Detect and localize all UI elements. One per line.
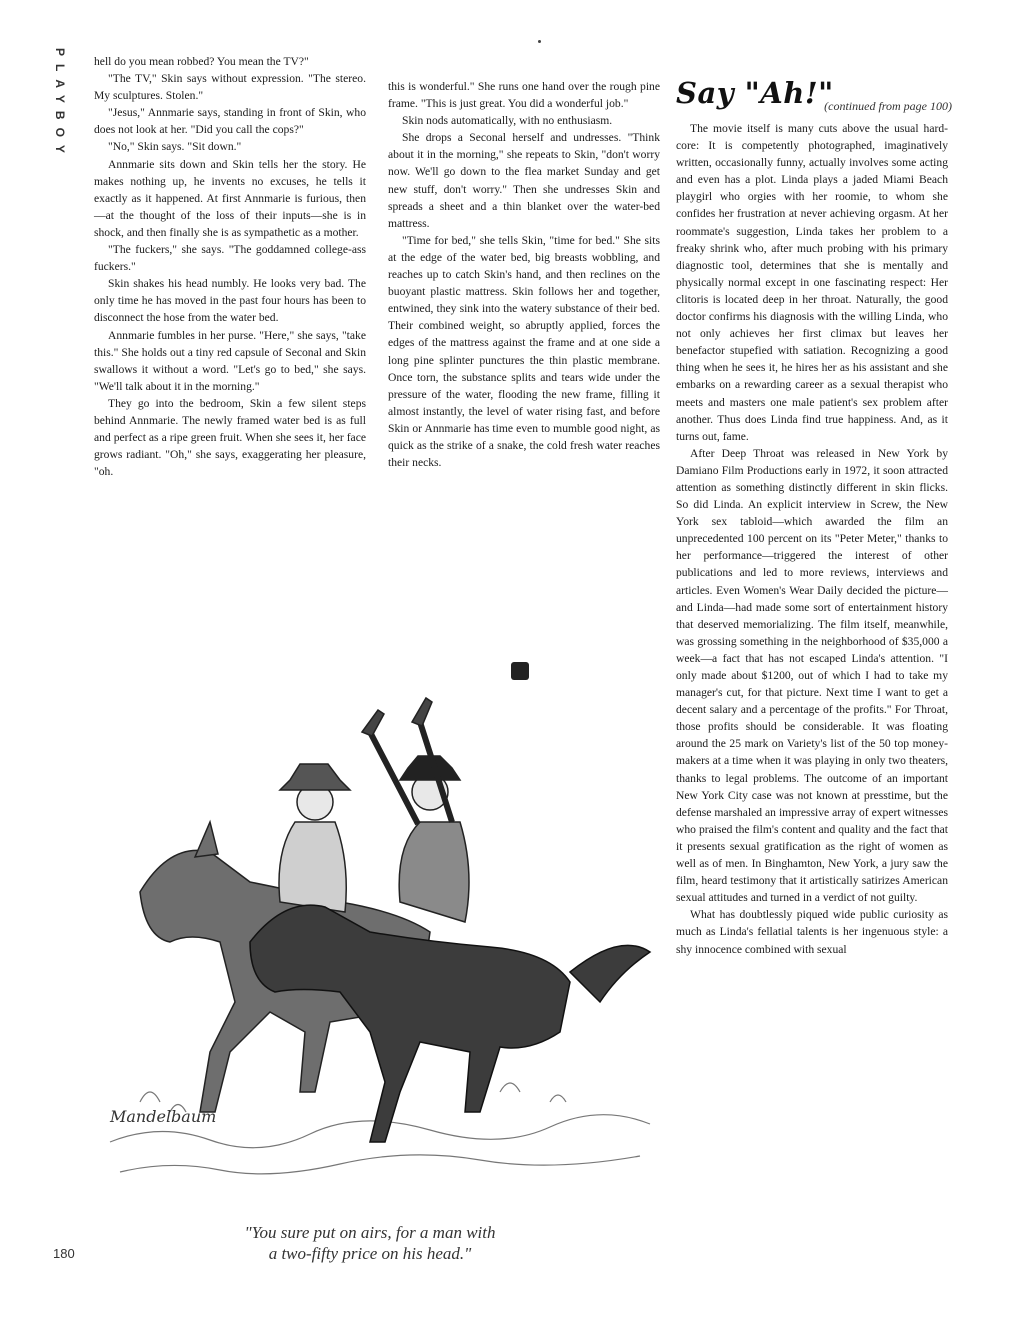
paragraph: Skin nods automatically, with no enthusiasm. [402,114,613,128]
paragraph: this is wonderful." She runs one hand over the rough pine frame. "This is just great. You did a wonderful job." [388,80,660,111]
paragraph: Annmarie sits down and Skin tells her the story. He makes nothing up, he invents no excuses, he tells it exactly as it happened. At first Annmarie is furious, then—at the thought of the loss of their inputs—she is in shock, and then finally she is as sympathetic as a mother. [94,157,366,239]
paragraph: After Deep Throat was released in New York by Damiano Film Productions early in 1972, it soon attracted attention as something distinctly different in skin flicks. So did Linda. An explicit interview in Screw, the New York sex tabloid—which awarded the film an unprecedented 100 percent on its "Peter Meter," thanks to her performance—triggered the interest of other publications and led to more reviews, interviews and articles. Even Women's Wear Daily decided the picture—and Linda—had made some sort of entertainment history that deserved memorializing. The film itself, meanwhile, was grossing something in the neighborhood of $35,000 a week—a fact that has not escaped Linda's attention. "I only made about $1200, out of which I had to take my manager's cut, for that picture. Next time I want to get a decent salary and a percentage of the profits." For Throat, those profits should be considerable. It was floating around the 25 mark on Variety's list of the 50 top money-makers at a time when it was playing in only two theaters, thanks to legal problems. The outcome of an important New York City case was not known at presstime, but the defense marshaled an impressive array of expert witnesses who praised the film's content and quality and the fact that it presents sexual gratification as the right of women as well as of men. In Binghamton, New York, a jury saw the film, heard testimony that it artistically satirizes American sexual attitudes and turned in a verdict of not guilty. [676,446,948,905]
paragraph: hell do you mean robbed? You mean the TV?" [94,55,309,68]
paragraph: "Jesus," Annmarie says, standing in front of Skin, who does not look at her. "Did you call the cops?" [94,106,366,137]
page-number: 180 [53,1246,75,1261]
paragraph: Annmarie fumbles in her purse. "Here," she says, "take this." She holds out a tiny red capsule of Seconal and Skin swallows it without a word. "Let's go to bed," she says. "We'll talk about it in the morning." [94,328,366,393]
cartoonist-signature: Mandelbaum [110,1107,217,1126]
paragraph: "The fuckers," she says. "The goddamned college-ass fuckers." [94,243,366,274]
paragraph: "The TV," Skin says without expression. "The stereo. My sculptures. Stolen." [94,72,366,103]
article-column [676,120,948,958]
cartoon-caption [170,1222,570,1264]
left-rider [279,764,350,912]
paragraph: Skin shakes his head numbly. He looks very bad. The only time he has moved in the past four hours has been to disconnect the hose from the water bed. [94,277,366,325]
story-column-2 [388,78,660,471]
paragraph: They go into the bedroom, Skin a few silent steps behind Annmarie. The newly framed water bed is as full and perfect as a ripe green fruit. When she sees it, her face grows radiant. "Oh," she says, exaggerating her pleasure, "oh. [94,396,366,479]
paragraph: "Time for bed," she tells Skin, "time for bed." She sits at the edge of the water bed, big breasts wobbling, and reaches up to catch Skin's hand, and then reclines on the buoyant plastic mattress. Skin follows her and together, entwined, they sink into the watery substance of their bed. Their combined weight, so abruptly applied, forces the edges of the mattress against the frame and at one side a long pine splinter punctures the thin plastic membrane. Once torn, the substance splits and tears wide under the pressure of the water, flooding the new frame, filling it almost instantly, the level of water rising fast, and before Skin or Annmarie has time even to mumble good night, as quick as the strike of a snake, the cold fresh water reaches their necks. [388,233,660,470]
paragraph: What has doubtlessly piqued wide public curiosity as much as Linda's fellatial talents is her ingenuous style: a shy innocence combined with sexual [676,908,948,956]
continued-note: (continued from page 100) [824,99,952,113]
article-heading: Say "Ah!" [676,76,834,110]
cartoon-caption-line-2: a two-fifty price on his head." [268,1244,472,1263]
magazine-name-vertical: PLAYBOY [53,48,67,161]
story-column-1 [94,53,366,480]
right-rider [362,698,469,922]
cartoon-caption-line-1: "You sure put on airs, for a man with [244,1223,496,1242]
paragraph: "No," Skin says. "Sit down." [108,140,242,154]
page-ornament-dot [538,40,541,43]
cartoon-illustration [100,672,660,1212]
paragraph: She drops a Seconal herself and undresses. "Think about it in the morning," she repeats to Skin, "don't worry now. We'll go down to the flea market Sunday and get new stuff, don't worry." Then she undresses Skin and spreads a sheet and a thin blanket over the water-bed mattress. [388,131,660,230]
paragraph: The movie itself is many cuts above the usual hard-core: It is competently photographed, imaginatively written, occasionally funny, actually involves some acting and even has a plot. Linda plays a jaded Miami Beach playgirl who orgies with her roomie, to whom she confides her frustration at never achieving orgasm. At her roommate's suggestion, Linda takes her problem to a freaky shrink who, after much probing with his primary diagnostic tool, determines that she is mentally and physically normal except in one fascinating respect: Her clitoris is located deep in her throat. Naturally, the good doctor confirms his diagnosis with the willing Linda, who not only achieves her first climax but leaves her benefactor stupefied with satiation. Recognizing a good thing when he sees it, he hires her as his assistant and she embarks on a rewarding career as a sexual therapist who meets and masters one male patient's sex problem after another. Thus does Linda find true happiness. And, as it turns out, fame. [676,122,948,443]
